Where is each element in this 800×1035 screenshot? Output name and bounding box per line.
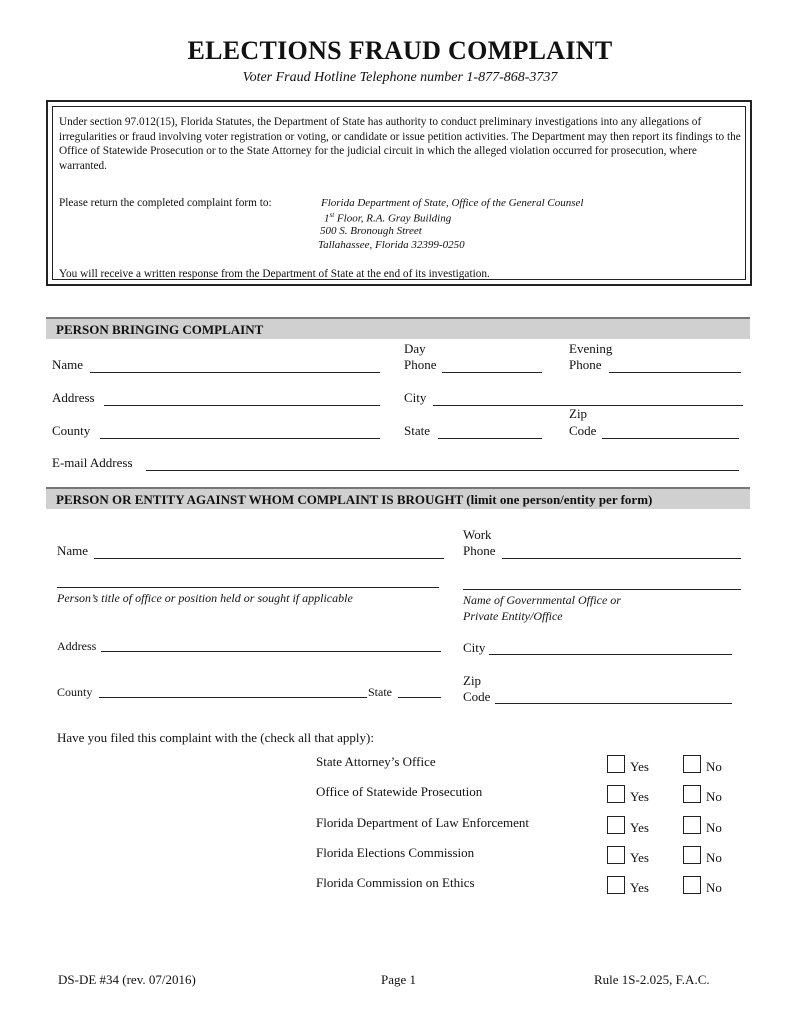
respondent-section-header xyxy=(46,487,750,509)
agency-label: State Attorney’s Office xyxy=(316,754,436,769)
hotline-subtitle: Voter Fraud Hotline Telephone number 1-877-868-3737 xyxy=(242,70,558,85)
agency-1-yes-checkbox[interactable] xyxy=(607,755,625,773)
respondent-code-label: Code xyxy=(463,689,491,704)
intro-box xyxy=(46,100,752,286)
respondent-name-field[interactable] xyxy=(94,558,444,559)
address-line-3: 500 S. Bronough Street xyxy=(320,225,422,237)
no-label: No xyxy=(706,880,722,895)
agency-5-yes-checkbox[interactable] xyxy=(607,876,625,894)
response-note: You will receive a written response from the Department of State at the end of its investigation. xyxy=(59,268,490,280)
page-title: ELECTIONS FRAUD COMPLAINT xyxy=(187,36,613,65)
yes-label: Yes xyxy=(630,880,649,895)
respondent-state-field[interactable] xyxy=(398,697,441,698)
respondent-city-field[interactable] xyxy=(489,654,732,655)
work-phone-field[interactable] xyxy=(502,558,741,559)
agency-4-no-checkbox[interactable] xyxy=(683,846,701,864)
office-caption-line-2: Private Entity/Office xyxy=(463,609,563,623)
respondent-zip-label: Zip xyxy=(463,673,482,688)
respondent-name-label: Name xyxy=(57,543,89,558)
complainant-address-label: Address xyxy=(52,390,95,405)
address-line-1: Florida Department of State, Office of the General Counsel xyxy=(321,197,584,209)
agency-1-no-checkbox[interactable] xyxy=(683,755,701,773)
complainant-name-label: Name xyxy=(52,357,84,372)
email-field[interactable] xyxy=(146,470,739,471)
work-label: Work xyxy=(463,527,492,542)
agency-3-no-checkbox[interactable] xyxy=(683,816,701,834)
agency-4-yes-checkbox[interactable] xyxy=(607,846,625,864)
agency-label: Office of Statewide Prosecution xyxy=(316,784,483,799)
evening-phone-label: Phone xyxy=(569,357,602,372)
agency-label: Florida Elections Commission xyxy=(316,845,475,860)
address-line-4: Tallahassee, Florida 32399-0250 xyxy=(318,239,465,251)
yes-label: Yes xyxy=(630,789,649,804)
respondent-heading: PERSON OR ENTITY AGAINST WHOM COMPLAINT IS BROUGHT (limit one person/entity per form) xyxy=(56,492,653,507)
email-label: E-mail Address xyxy=(52,455,133,470)
authority-paragraph: Under section 97.012(15), Florida Statutes, the Department of State has authority to conduct preliminary investigations into any allegations of irregularities or fraud involving voter registration or voting, or candidate or issue petition activities. The Department may then report its findings to the Office of Statewide Prosecution or to the State Attorney for the judicial circuit in which the alleged violation occurred for prosecution, where warranted. xyxy=(59,116,741,172)
complainant-county-label: County xyxy=(52,423,91,438)
complainant-city-field[interactable] xyxy=(433,405,743,406)
agency-label: Florida Commission on Ethics xyxy=(316,875,475,890)
day-phone-field[interactable] xyxy=(442,372,542,373)
floor-number: 1 xyxy=(324,212,330,225)
complainant-city-label: City xyxy=(404,390,427,405)
respondent-office-field[interactable] xyxy=(463,589,741,590)
intro-box-inner xyxy=(52,106,746,280)
day-label: Day xyxy=(404,341,426,356)
complainant-state-label: State xyxy=(404,423,430,438)
agency-label: Florida Department of Law Enforcement xyxy=(316,815,529,830)
evening-phone-field[interactable] xyxy=(609,372,741,373)
address-line-2 xyxy=(324,211,451,225)
complainant-address-field[interactable] xyxy=(104,405,380,406)
respondent-city-label: City xyxy=(463,640,486,655)
complainant-name-field[interactable] xyxy=(90,372,380,373)
agency-2-no-checkbox[interactable] xyxy=(683,785,701,803)
floor-building: Floor, R.A. Gray Building xyxy=(334,212,452,225)
no-label: No xyxy=(706,820,722,835)
no-label: No xyxy=(706,789,722,804)
complainant-county-field[interactable] xyxy=(100,438,380,439)
office-caption-line-1: Name of Governmental Office or xyxy=(463,593,621,607)
yes-label: Yes xyxy=(630,850,649,865)
return-label: Please return the completed complaint form to: xyxy=(59,197,272,209)
rule-reference: Rule 1S-2.025, F.A.C. xyxy=(594,972,710,987)
page-number: Page 1 xyxy=(381,972,417,987)
agency-3-yes-checkbox[interactable] xyxy=(607,816,625,834)
work-phone-label: Phone xyxy=(463,543,496,558)
complainant-code-label: Code xyxy=(569,423,597,438)
respondent-address-field[interactable] xyxy=(101,651,441,652)
form-id: DS-DE #34 (rev. 07/2016) xyxy=(58,972,196,987)
evening-label: Evening xyxy=(569,341,613,356)
complainant-section-header xyxy=(46,317,750,339)
respondent-state-label: State xyxy=(368,685,392,699)
title-caption: Person’s title of office or position held or sought if applicable xyxy=(57,591,353,605)
yes-label: Yes xyxy=(630,759,649,774)
no-label: No xyxy=(706,759,722,774)
complainant-zip-field[interactable] xyxy=(602,438,739,439)
respondent-county-label: County xyxy=(57,685,93,699)
respondent-title-field[interactable] xyxy=(57,587,439,588)
no-label: No xyxy=(706,850,722,865)
complainant-zip-label: Zip xyxy=(569,406,588,421)
respondent-county-field[interactable] xyxy=(99,697,367,698)
complainant-state-field[interactable] xyxy=(438,438,542,439)
yes-label: Yes xyxy=(630,820,649,835)
floor-suffix: st xyxy=(329,211,335,219)
agency-5-no-checkbox[interactable] xyxy=(683,876,701,894)
day-phone-label: Phone xyxy=(404,357,437,372)
agency-2-yes-checkbox[interactable] xyxy=(607,785,625,803)
respondent-zip-field[interactable] xyxy=(495,703,732,704)
complainant-heading: PERSON BRINGING COMPLAINT xyxy=(56,322,264,337)
respondent-address-label: Address xyxy=(57,639,97,653)
filings-question: Have you filed this complaint with the (check all that apply): xyxy=(57,730,374,745)
